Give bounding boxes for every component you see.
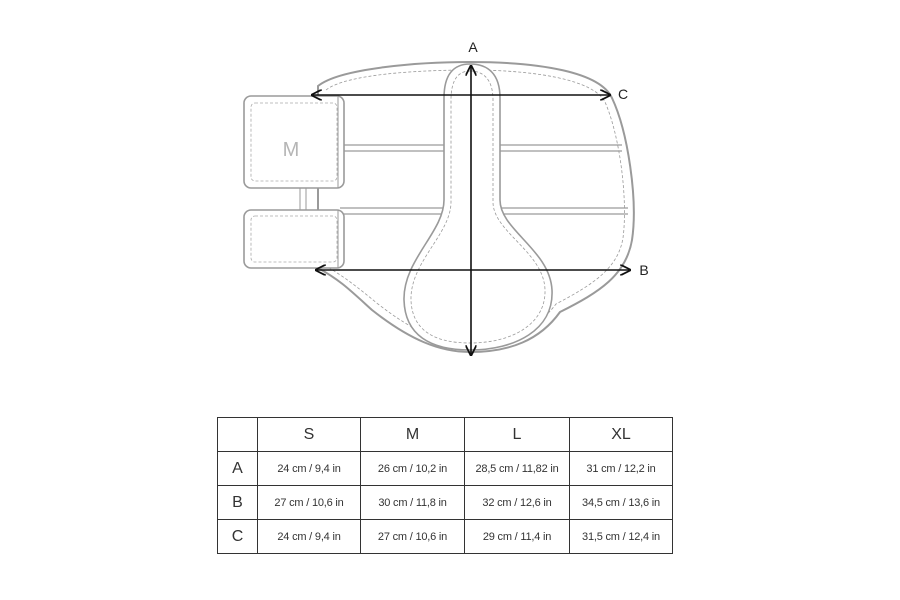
size-chart-table — [217, 417, 673, 554]
row-label: C — [218, 520, 258, 554]
table-cell: 28,5 cm / 11,82 in — [465, 452, 570, 486]
measure-label-b: B — [639, 262, 649, 278]
lower-closure-tab — [244, 210, 344, 268]
size-header-l: L — [465, 418, 570, 452]
table-cell: 26 cm / 10,2 in — [361, 452, 465, 486]
table-row-a — [218, 452, 673, 486]
row-label: B — [218, 486, 258, 520]
corner-cell — [218, 418, 258, 452]
measure-label-a: A — [468, 39, 478, 55]
row-label: A — [218, 452, 258, 486]
size-header-m: M — [361, 418, 465, 452]
table-cell: 24 cm / 9,4 in — [258, 520, 361, 554]
table-cell: 27 cm / 10,6 in — [361, 520, 465, 554]
table-cell: 34,5 cm / 13,6 in — [570, 486, 673, 520]
table-cell: 31 cm / 12,2 in — [570, 452, 673, 486]
table-row-b — [218, 486, 673, 520]
size-header-xl: XL — [570, 418, 673, 452]
size-header-row — [218, 418, 673, 452]
size-header-s: S — [258, 418, 361, 452]
table-cell: 32 cm / 12,6 in — [465, 486, 570, 520]
brand-logo: M — [282, 139, 300, 161]
strike-pad — [404, 64, 552, 350]
table-cell: 30 cm / 11,8 in — [361, 486, 465, 520]
table-cell: 24 cm / 9,4 in — [258, 452, 361, 486]
table-row-c — [218, 520, 673, 554]
table-cell: 29 cm / 11,4 in — [465, 520, 570, 554]
table-cell: 27 cm / 10,6 in — [258, 486, 361, 520]
measure-label-c: C — [617, 86, 629, 102]
table-cell: 31,5 cm / 12,4 in — [570, 520, 673, 554]
